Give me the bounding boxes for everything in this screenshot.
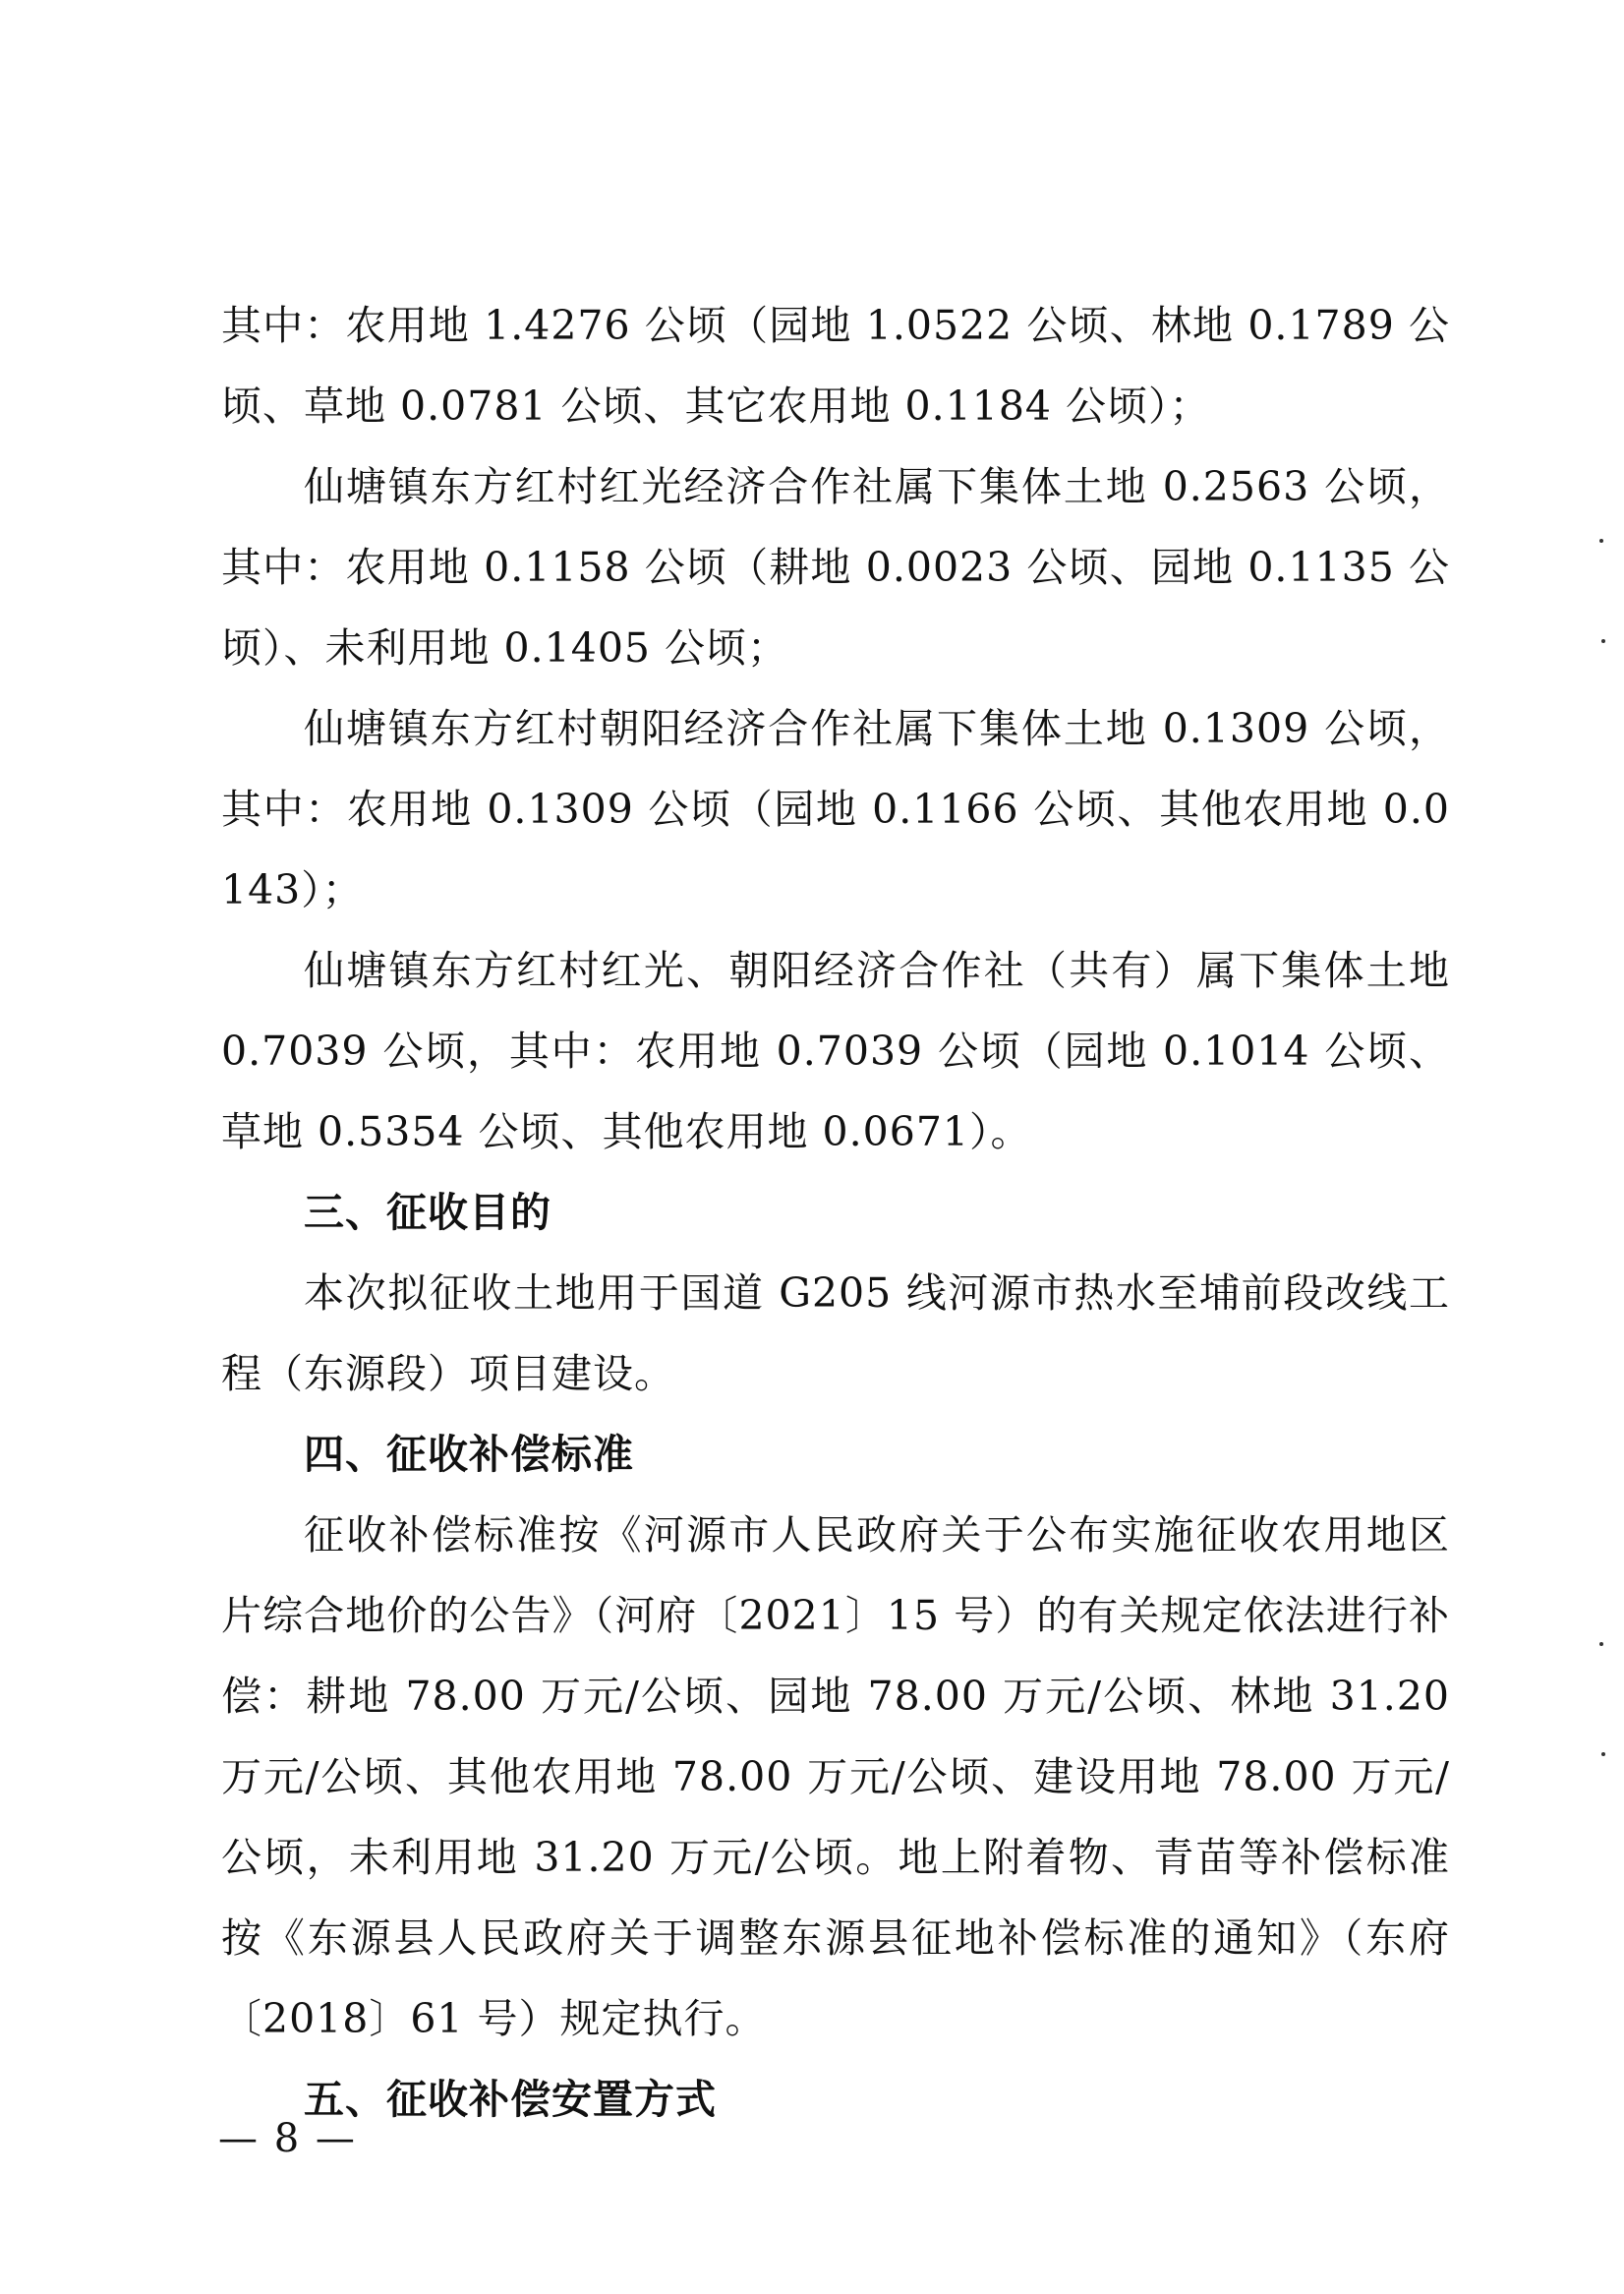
scan-speck xyxy=(1601,1752,1605,1756)
paragraph-chaoyang-land: 仙塘镇东方红村朝阳经济合作社属下集体土地 0.1309 公顷，其中：农用地 0.1309 公顷（园地 0.1166 公顷、其他农用地 0.0143）； xyxy=(221,705,1450,913)
heading-compensation-standard: 四、征收补偿标准 xyxy=(304,1431,634,1478)
paragraph-purpose: 本次拟征收土地用于国道 G205 线河源市热水至埔前段改线工程（东源段）项目建设。 xyxy=(221,1269,1450,1397)
page-number: — 8 — xyxy=(218,2116,357,2161)
paragraph-compensation-standard: 征收补偿标准按《河源市人民政府关于公布实施征收农用地区片综合地价的公告》（河府〔2021〕15 号）的有关规定依法进行补偿：耕地 78.00 万元/公顷、园地 78.00 万元/公顷、林地 31.20 万元/公顷、其他农用地 78.00 万元/公顷、建设用地 78.00 万元/公顷，未利用地 31.20 万元/公顷。地上附着物、青苗等补偿标准按《东源县人民政府关于调整东源县征地补偿标准的通知》（东府〔2018〕61 号）规定执行。 xyxy=(221,1511,1450,2042)
heading-resettlement-method: 五、征收补偿安置方式 xyxy=(304,2076,717,2123)
scan-speck xyxy=(1601,639,1605,643)
paragraph-land-details-cont: 其中：农用地 1.4276 公顷（园地 1.0522 公顷、林地 0.1789 公顷、草地 0.0781 公顷、其它农用地 0.1184 公顷）； xyxy=(221,302,1450,430)
scan-speck xyxy=(1599,1642,1603,1646)
paragraph-shared-land: 仙塘镇东方红村红光、朝阳经济合作社（共有）属下集体土地 0.7039 公顷，其中：农用地 0.7039 公顷（园地 0.1014 公顷、草地 0.5354 公顷、其他农用地 0.0671）。 xyxy=(221,947,1450,1155)
paragraph-hongguang-land: 仙塘镇东方红村红光经济合作社属下集体土地 0.2563 公顷，其中：农用地 0.1158 公顷（耕地 0.0023 公顷、园地 0.1135 公顷）、未利用地 0.1405 公顷； xyxy=(221,463,1450,672)
heading-purpose: 三、征收目的 xyxy=(304,1189,551,1236)
scan-speck xyxy=(1599,539,1603,543)
document-body xyxy=(221,285,1450,2140)
